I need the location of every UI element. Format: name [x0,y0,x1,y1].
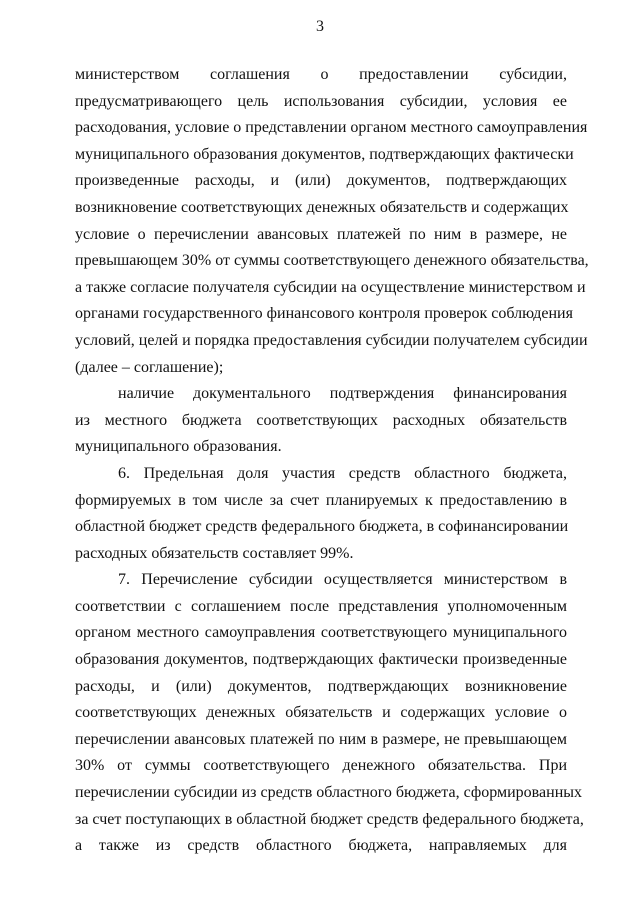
paragraph-item-6 [75,461,567,567]
text-line: наличие документального подтверждения финансирования [118,385,567,403]
paragraph-agreement-condition [75,62,589,381]
text-line: перечислении авансовых платежей по ним в размере, не превышающем [75,730,567,748]
text-line: условие о перечислении авансовых платежей по ним в размере, не [75,225,567,243]
text-line: муниципального образования документов, подтверждающих фактически [75,145,574,163]
text-line: расходных обязательств составляет 99%. [75,544,354,562]
text-line: органами государственного финансового контроля проверок соблюдения [75,305,573,323]
text-line: формируемых в том числе за счет планируемых к предоставлению в [75,491,567,509]
text-line: перечислении субсидии из средств областного бюджета, сформированных [75,784,582,802]
text-line: органом местного самоуправления соответствующего муниципального [75,624,567,642]
text-line: превышающем 30% от суммы соответствующего денежного обязательства, [75,252,589,270]
text-line: соответствии с соглашением после представления уполномоченным [75,597,567,615]
text-line: условий, целей и порядка предоставления субсидии получателем субсидии [75,331,588,349]
text-line: за счет поступающих в областной бюджет средств федерального бюджета, [75,810,584,828]
text-line: произведенные расходы, и (или) документов, подтверждающих [75,172,567,190]
text-line: (далее – соглашение); [75,358,224,376]
text-line: расходования, условие о представлении органом местного самоуправления [75,119,588,137]
paragraph-funding-confirmation [75,381,567,461]
text-line: 7. Перечисление субсидии осуществляется министерством в [118,571,567,589]
paragraph-item-7 [75,567,584,860]
text-line: 30% от суммы соответствующего денежного обязательства. При [75,757,567,775]
document-body [75,62,589,860]
text-line: а также из средств областного бюджета, направляемых для [75,837,567,855]
text-line: 6. Предельная доля участия средств областного бюджета, [118,464,567,482]
text-line: предусматривающего цель использования субсидии, условия ее [75,92,567,110]
page-number: 3 [316,18,324,35]
text-line: из местного бюджета соответствующих расходных обязательств [75,411,567,429]
text-line: соответствующих денежных обязательств и содержащих условие о [75,704,567,722]
text-line: областной бюджет средств федерального бюджета, в софинансировании [75,518,569,536]
text-line: муниципального образования. [75,438,282,456]
text-line: расходы, и (или) документов, подтверждающих возникновение [75,677,567,695]
text-line: образования документов, подтверждающих фактически произведенные [75,651,567,669]
text-line: министерством соглашения о предоставлении субсидии, [75,66,567,83]
text-line: а также согласие получателя субсидии на осуществление министерством и [75,278,586,296]
text-line: возникновение соответствующих денежных обязательств и содержащих [75,198,569,216]
